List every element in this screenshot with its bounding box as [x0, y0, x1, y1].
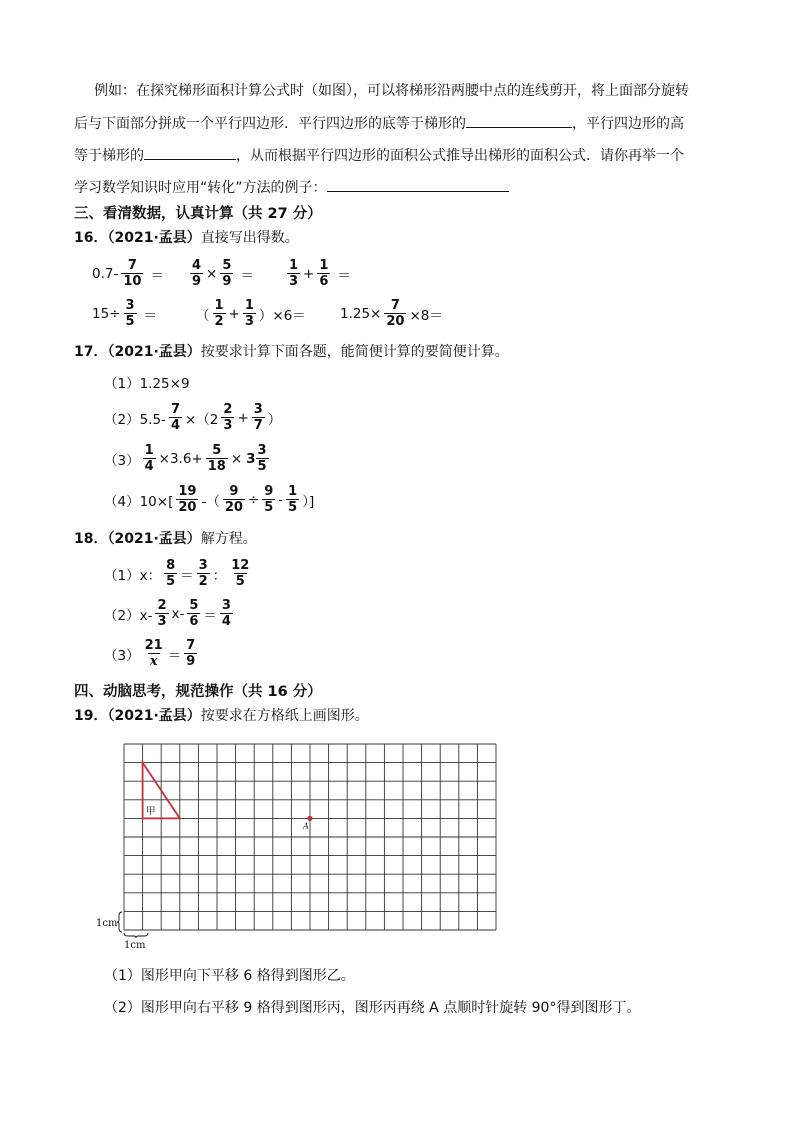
- fraction: $\frac{7}{4}$: [170, 402, 180, 433]
- fraction: $\frac{8}{5}$: [166, 558, 176, 589]
- fraction: $\frac{1}{2}$: [214, 298, 224, 329]
- fraction: $\frac{4}{9}$: [192, 258, 202, 289]
- q17-header: 17．（2021·孟县）按要求计算下面各题，能简便计算的要简便计算。: [74, 344, 509, 360]
- fraction: $\frac{21}{x}$: [144, 638, 163, 669]
- answer-blank-example[interactable]: [327, 177, 509, 192]
- section-4-title: 四、动脑思考，规范操作（共 16 分）: [74, 684, 322, 700]
- q18-part-3: （3） $\frac{21}{x}$ ＝ $\frac{7}{9}$: [104, 638, 196, 669]
- fraction: $\frac{12}{5}$: [231, 558, 250, 589]
- intro-line-4: 学习数学知识时应用“转化”方法的例子：: [74, 177, 509, 198]
- fraction: $\frac{1}{3}$: [244, 298, 254, 329]
- scale-label-horizontal: 1cm: [124, 940, 146, 951]
- intro-line-3: 等于梯形的 ，从而根据平行四边形的面积公式推导出梯形的面积公式．请你再举一个: [74, 145, 684, 166]
- fraction: $\frac{5}{18}$: [207, 443, 226, 474]
- fraction: $\frac{7}{20}$: [386, 298, 405, 329]
- fraction: $\frac{19}{20}$: [178, 484, 197, 515]
- grid-lines: [124, 744, 496, 930]
- q18-header: 18．（2021·孟县）解方程。: [74, 531, 257, 547]
- section-3-title: 三、看清数据，认真计算（共 27 分）: [74, 206, 322, 222]
- q19-part-2: （2）图形甲向右平移 9 格得到图形丙，图形丙再绕 A 点顺时针旋转 90°得到图形丁。: [104, 1000, 641, 1016]
- scale-brace-horizontal: [124, 933, 148, 938]
- fraction: $\frac{9}{5}$: [264, 484, 274, 515]
- fraction: $\frac{3}{5}$: [125, 298, 135, 329]
- intro-line-2: 后与下面部分拼成一个平行四边形．平行四边形的底等于梯形的 ，平行四边形的高: [74, 113, 684, 134]
- fraction: $\frac{5}{6}$: [189, 598, 199, 629]
- fraction: $\frac{1}{5}$: [288, 484, 298, 515]
- q17-part-3: （3） $\frac{1}{4}$ ×3.6+ $\frac{5}{18}$ × 3 $\frac{3}{5}$: [104, 443, 267, 474]
- fraction: $\frac{3}{2}$: [198, 558, 208, 589]
- q16-item-c: $\frac{1}{3}$ + $\frac{1}{6}$ ＝: [289, 258, 351, 289]
- q16-item-e: （ $\frac{1}{2}$ + $\frac{1}{3}$ ）×6＝: [196, 298, 306, 329]
- fraction: $\frac{5}{9}$: [222, 258, 232, 289]
- q18-part-1: （1）x： $\frac{8}{5}$ ＝ $\frac{3}{2}$ ： $\frac{12}{5}$: [104, 558, 250, 589]
- answer-blank-base[interactable]: [466, 113, 572, 128]
- fraction: $\frac{1}{4}$: [144, 443, 154, 474]
- fraction: $\frac{3}{7}$: [253, 402, 263, 433]
- fraction: $\frac{1}{6}$: [319, 258, 329, 289]
- q17-part-4: （4）10×[ $\frac{19}{20}$ -（ $\frac{9}{20}$ ÷ $\frac{9}{5}$ - $\frac{1}{5}$ ）]: [104, 484, 315, 515]
- point-a-label: A: [303, 821, 309, 831]
- q19-part-1: （1）图形甲向下平移 6 格得到图形乙。: [104, 968, 355, 984]
- q16-header: 16．（2021·孟县）直接写出得数。: [74, 230, 299, 246]
- fraction: $\frac{7}{9}$: [186, 638, 196, 669]
- q17-part-1: （1）1.25×9: [104, 376, 190, 392]
- shape-jia-label: 甲: [145, 806, 156, 818]
- fraction: $\frac{2}{3}$: [157, 598, 167, 629]
- fraction: $\frac{7}{10}$: [123, 258, 142, 289]
- fraction: $\frac{3}{4}$: [221, 598, 231, 629]
- q18-part-2: （2）x- $\frac{2}{3}$ x- $\frac{5}{6}$ ＝ $\frac{3}{4}$: [104, 598, 231, 629]
- q16-item-d: 15÷ $\frac{3}{5}$ ＝: [92, 298, 158, 329]
- point-a: [307, 816, 312, 821]
- fraction: $\frac{2}{3}$: [223, 402, 233, 433]
- intro-line-1: 例如：在探究梯形面积计算公式时（如图），可以将梯形沿两腰中点的连线剪开，将上面部分旋转: [94, 83, 689, 99]
- fraction: $\frac{9}{20}$: [224, 484, 243, 515]
- answer-blank-height[interactable]: [144, 145, 236, 160]
- q16-item-f: 1.25× $\frac{7}{20}$ ×8＝: [340, 298, 443, 329]
- grid-paper[interactable]: [96, 738, 516, 953]
- scale-label-vertical: 1cm: [96, 918, 118, 929]
- fraction: $\frac{3}{5}$: [257, 443, 267, 474]
- q19-header: 19．（2021·孟县）按要求在方格纸上画图形。: [74, 708, 369, 724]
- q16-item-a: 0.7- $\frac{7}{10}$ ＝: [92, 258, 164, 289]
- fraction: $\frac{1}{3}$: [289, 258, 299, 289]
- scale-brace-vertical: [117, 912, 122, 932]
- q17-part-2: （2）5.5- $\frac{7}{4}$ ×（2 $\frac{2}{3}$ + $\frac{3}{7}$ ）: [104, 402, 282, 433]
- q16-item-b: $\frac{4}{9}$ × $\frac{5}{9}$ ＝: [192, 258, 254, 289]
